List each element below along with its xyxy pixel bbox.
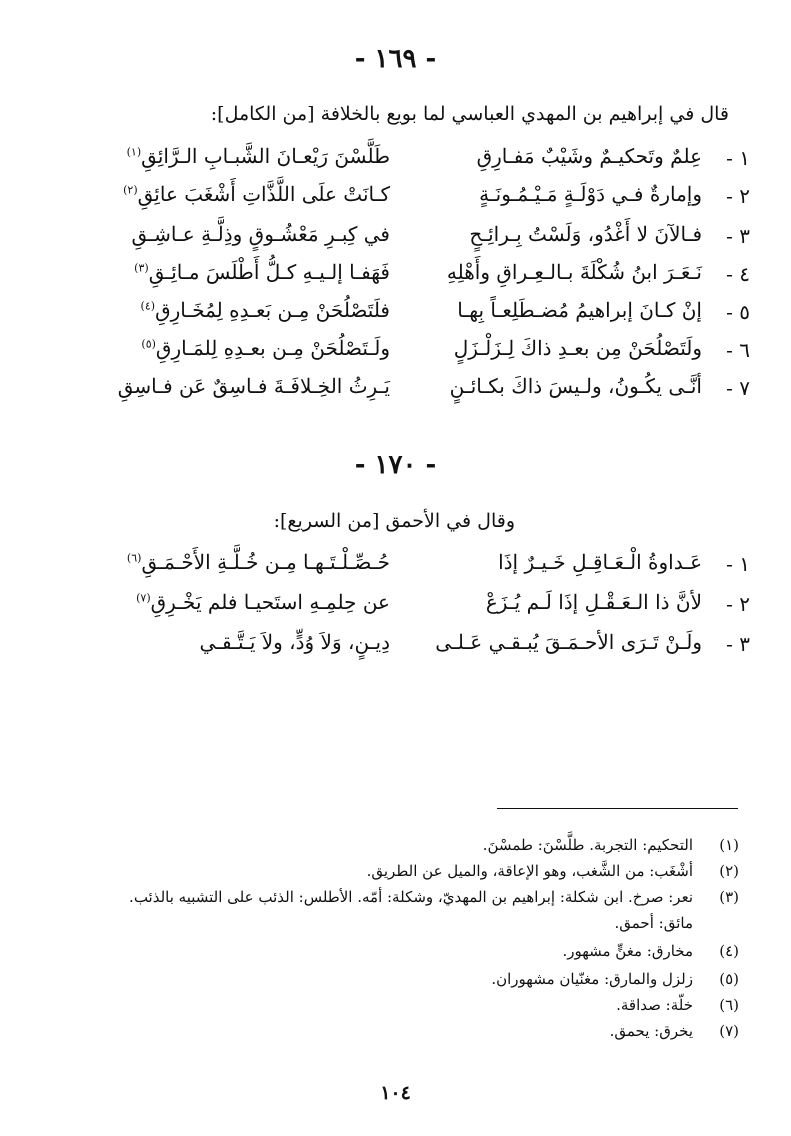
footnote-number: (٣) (719, 888, 739, 906)
verse-number: ٦ - (726, 338, 750, 362)
verse-number: ٤ - (726, 262, 750, 286)
footnote-number: (٢) (719, 862, 739, 880)
footnote-marker: (١) (126, 145, 142, 159)
verse-169-6 (50, 332, 750, 368)
first-hemistich: ولَتَصْلُحَنْ مِن بعـدِ ذاكَ لِـزَلْـزَلٍ (453, 336, 702, 360)
footnote-text: نعر: صرخ. ابن شكلة: إبراهيم بن المهديّ، وشكلة: أمّه. الأطلس: الذئب على التشبيه بالذئب. (129, 888, 693, 906)
footnote-3 (129, 888, 739, 910)
verse-number: ١ - (726, 552, 750, 576)
footnote-marker: (٣) (134, 261, 149, 275)
verse-169-7 (50, 370, 750, 406)
second-hemistich-text: طَلَّسْنَ رَيْعـانَ الشَّبـابِ الـرَّائِقِ (141, 144, 390, 168)
footnote-number: (٧) (719, 1022, 739, 1040)
footnote-text: التحكيم: التجربة. طلَّسْنَ: طمسْنَ. (482, 836, 693, 854)
footnote-separator (497, 808, 738, 809)
second-hemistich-text: دِيـنٍ، وَلاَ وُدٍّ، ولاَ يَـتَّـقـي (199, 630, 390, 654)
footnote-text: مخارق: مغنٍّ مشهور. (562, 942, 693, 960)
footnote-text: يخرق: يحمق. (609, 1022, 693, 1040)
verse-number: ٥ - (726, 300, 750, 324)
footnote-1 (483, 836, 739, 858)
second-hemistich (50, 222, 390, 246)
verse-169-4 (50, 256, 750, 292)
footnote-number: (١) (719, 836, 739, 854)
footnote-marker: (٦) (126, 551, 142, 565)
second-hemistich-text: في كِبـرِ مَعْشُـوقٍ وذِلَّـةِ عـاشِـقِ (131, 222, 390, 246)
verse-170-1 (50, 546, 750, 582)
first-hemistich: عَـداوةُ الْـعَـاقِـلِ خَـيـرٌ إذَا (498, 550, 702, 574)
first-hemistich: وإمارةٌ فـي دَوْلَـةٍ مَـيْـمُـونَـةٍ (479, 182, 702, 206)
footnote-text: أشْغَب: من الشَّغب، وهو الإعاقة، والميل عن الطريق. (366, 862, 693, 880)
second-hemistich (50, 550, 390, 574)
footnote-2 (367, 862, 739, 884)
first-hemistich: لأنَّ ذا الـعَـقْـلِ إذَا لَـم يُـزَعْ (485, 590, 702, 614)
footnote-3-continuation: مائق: أحمق. (614, 914, 693, 932)
section-169-intro: قال في إبراهيم بن المهدي العباسي لما بويع بالخلافة [من الكامل]: (210, 103, 729, 125)
footnote-number: (٦) (719, 996, 739, 1014)
footnote-5 (491, 970, 739, 992)
verse-170-2 (50, 586, 750, 622)
verse-169-1 (50, 140, 750, 176)
second-hemistich-text: فلَتَصْلُحَنْ مِـن بَعـدِهِ لِمُخَـارِقِ (155, 298, 390, 322)
first-hemistich: ولَـنْ تَـرَى الأحـمَـقَ يُبـقـي عَـلـى (435, 630, 702, 654)
second-hemistich-text: فَهَفـا إلـيـهِ كـلُّ أَطْلَسَ مـائِـقِ (148, 260, 390, 284)
verse-number: ٣ - (726, 224, 750, 248)
verse-169-2 (50, 178, 750, 214)
verse-169-3 (50, 218, 750, 254)
first-hemistich: نَـعَـرَ ابنُ شُكْلَةَ بـالـعِـراقِ وأَهْلِهِ (446, 260, 702, 284)
verse-number: ٢ - (726, 184, 750, 208)
section-170-intro: وقال في الأحمق [من السريع]: (273, 510, 515, 532)
second-hemistich-text: كـانَتْ علَى اللَّذَّاتِ أَشْغَبَ عائِقِ (137, 182, 390, 206)
footnote-number: (٤) (719, 942, 739, 960)
verse-number: ١ - (726, 146, 750, 170)
verse-number: ٢ - (726, 592, 750, 616)
footnote-6 (616, 996, 739, 1018)
second-hemistich (50, 182, 390, 206)
first-hemistich: إنْ كـانَ إبراهيمُ مُضـطَلِعـاً بِهـا (457, 298, 702, 322)
footnote-7 (610, 1022, 739, 1044)
second-hemistich (50, 374, 390, 398)
footnote-marker: (٢) (123, 183, 138, 197)
second-hemistich (50, 298, 390, 322)
section-number-169: - ١٦٩ - (354, 44, 437, 74)
second-hemistich (50, 630, 390, 654)
page-number: ١٠٤ (380, 1082, 411, 1104)
first-hemistich: عِلمٌ وتَحكيـمٌ وشَيْبٌ مَفـارِقِ (476, 144, 702, 168)
verse-169-5 (50, 294, 750, 330)
footnote-number: (٥) (719, 970, 739, 988)
first-hemistich: فـالآنَ لا أَغْدُو، وَلَسْتُ بِـرائِـحٍ (469, 222, 702, 246)
second-hemistich (50, 144, 390, 168)
second-hemistich (50, 336, 390, 360)
footnote-marker: (٥) (141, 337, 156, 351)
section-number-170: - ١٧٠ - (354, 450, 437, 480)
second-hemistich-text: يَـرِثُ الخِـلافَـةَ فـاسِقٌ عَن فـاسِقِ (117, 374, 390, 398)
second-hemistich-text: حُـصِّـلْـتَـهـا مِـن خُـلَّـةِ الأَحْـمَـقِ (141, 550, 390, 574)
footnote-text: زلزل والمارق: مغنّيان مشهوران. (491, 970, 693, 988)
verse-170-3 (50, 626, 750, 662)
footnote-text: خلّة: صداقة. (616, 996, 693, 1014)
second-hemistich (50, 260, 390, 284)
second-hemistich-text: ولَـتَصْلُحَنْ مِـن بعـدِهِ لِلمَـارِقِ (155, 336, 390, 360)
footnote-4 (562, 942, 739, 964)
verse-number: ٧ - (726, 376, 750, 400)
second-hemistich-text: عن حِلمِـهِ استَحيـا فلم يَخْـرِقِ (150, 590, 390, 614)
second-hemistich (50, 590, 390, 614)
first-hemistich: أنَّـى يكُـونُ، ولـيسَ ذاكَ بكـائـنٍ (449, 374, 702, 398)
footnote-marker: (٤) (140, 299, 156, 313)
footnote-marker: (٧) (136, 591, 151, 605)
verse-number: ٣ - (726, 632, 750, 656)
